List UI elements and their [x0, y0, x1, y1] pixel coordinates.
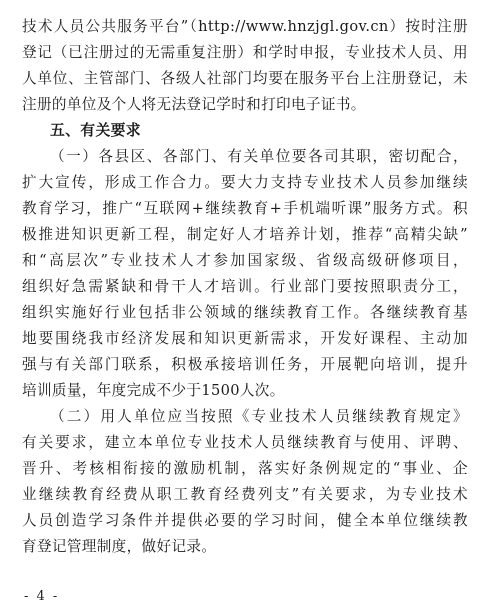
paragraph-line: 人员创造学习条件并提供必要的学习时间，健全本单位继续教 — [22, 512, 468, 529]
paragraph-line: （二）用人单位应当按照《专业技术人员继续教育规定》 — [50, 408, 468, 425]
paragraph-line: 组织好急需紧缺和骨干人才培训。行业部门要按照职责分工， — [22, 278, 468, 295]
paragraph-line: （一）各县区、各部门、有关单位要各司其职，密切配合， — [50, 148, 468, 165]
section-heading: 五、有关要求 — [50, 122, 141, 139]
page-number: - 4 - — [24, 589, 60, 604]
paragraph-line: 登记（已注册过的无需重复注册）和学时申报，专业技术人员、用 — [22, 44, 468, 61]
paragraph-line: 教育学习，推广“互联网+继续教育+手机端听课”服务方式。积 — [22, 200, 468, 217]
paragraph-line: 有关要求，建立本单位专业技术人员继续教育与使用、评聘、 — [22, 434, 468, 451]
paragraph-line: 极推进知识更新工程，制定好人才培养计划，推荐“高精尖缺” — [22, 226, 468, 243]
paragraph-line: 培训质量，年度完成不少于1500人次。 — [22, 382, 285, 399]
paragraph-line: 扩大宣传，形成工作合力。要大力支持专业技术人员参加继续 — [22, 174, 468, 191]
paragraph-line: 人单位、主管部门、各级人社部门均要在服务平台上注册登记，未 — [22, 70, 468, 87]
paragraph-line: 技术人员公共服务平台”（http://www.hnzjgl.gov.cn）按时注册 — [22, 18, 468, 35]
paragraph-line: 强与有关部门联系，积极承接培训任务，开展靶向培训，提升 — [22, 356, 468, 373]
paragraph-line: 注册的单位及个人将无法登记学时和打印电子证书。 — [22, 96, 366, 113]
paragraph-line: 业继续教育经费从职工教育经费列支”有关要求，为专业技术 — [22, 486, 468, 503]
paragraph-line: 地要围绕我市经济发展和知识更新需求，开发好课程、主动加 — [22, 330, 468, 347]
paragraph-line: 晋升、考核相衔接的激励机制，落实好条例规定的“事业、企 — [22, 460, 468, 477]
paragraph-line: 组织实施好行业包括非公领域的继续教育工作。各继续教育基 — [22, 304, 468, 321]
paragraph-line: 和“高层次”专业技术人才参加国家级、省级高级研修项目， — [22, 252, 468, 269]
paragraph-line: 育登记管理制度，做好记录。 — [22, 538, 217, 555]
